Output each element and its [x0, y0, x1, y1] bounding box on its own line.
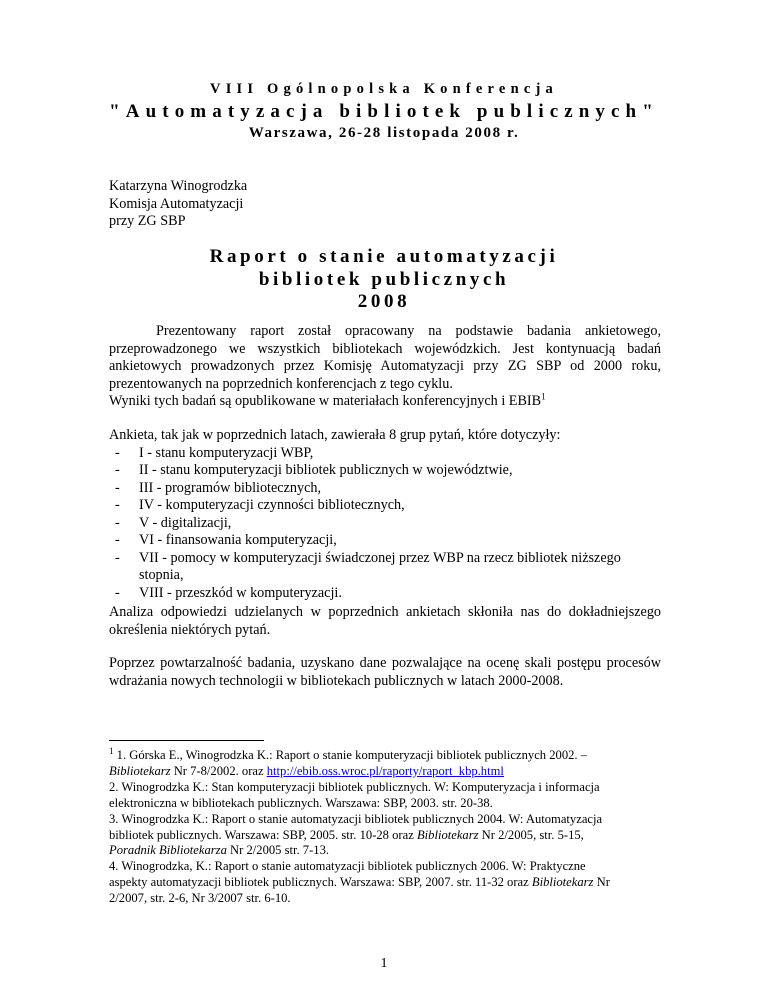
- list-item: - II - stanu komputeryzacji bibliotek publicznych w województwie,: [115, 462, 513, 478]
- report-title-line-1: Raport o stanie automatyzacji: [209, 246, 559, 267]
- footnote-line: bibliotek publicznych. Warszawa: SBP, 2005. str. 10-28 oraz Bibliotekarz Nr 2/2005, str. 5-15,: [109, 827, 584, 842]
- list-item: - VII - pomocy w komputeryzacji świadczonej przez WBP na rzecz bibliotek niższego stopnia,: [115, 549, 621, 583]
- footnote-marker: 1: [109, 745, 114, 756]
- footnote-line: elektroniczna w bibliotekach publicznych. Warszawa: SBP, 2003. str. 20-38.: [109, 795, 493, 810]
- analysis-line: określenia niektórych pytań.: [109, 621, 271, 638]
- survey-lead: Ankieta, tak jak w poprzednich latach, zawierała 8 grup pytań, które dotyczyły:: [109, 427, 561, 443]
- list-item: - I - stanu komputeryzacji WBP,: [115, 444, 314, 461]
- footnote-line: $^1$ 1. Górska E., Winogrodzka K.: Raport o stanie komputeryzacji bibliotek publicznych 2002. –: [109, 745, 588, 762]
- footnote-separator: [109, 740, 264, 741]
- list-item: - V - digitalizacji,: [115, 514, 232, 531]
- list-item: - VIII - przeszkód w komputeryzacji.: [115, 584, 342, 601]
- conference-place-date: Warszawa, 26-28 listopada 2008 r.: [248, 125, 520, 141]
- page-number: 1: [380, 956, 388, 971]
- survey-question-list: [109, 445, 661, 603]
- dash-bullet: -: [115, 462, 120, 478]
- footnote-line: 3. Winogrodzka K.: Raport o stanie automatyzacji bibliotek publicznych 2004. W: Automatyzacja: [109, 811, 603, 826]
- author-block: [109, 178, 247, 231]
- report-title-year: 2008: [357, 291, 411, 312]
- intro-line: ankietowych prowadzonych przez Komisję Automatyzacji przy ZG SBP od 2000 roku,: [109, 358, 661, 374]
- dash-bullet: -: [115, 532, 120, 548]
- list-item-continuation: stopnia,: [139, 567, 184, 583]
- report-title-line-2: bibliotek publicznych: [258, 268, 510, 290]
- footnote-ref: 1: [541, 391, 546, 402]
- footnote-line: Poradnik Bibliotekarza Nr 2/2005 str. 7-13.: [109, 843, 330, 858]
- conference-name: VIII Ogólnopolska Konferencja: [210, 81, 558, 97]
- intro-paragraph: [109, 323, 661, 411]
- intro-line: [109, 393, 661, 411]
- repeat-line: wdrażania nowych technologii w bibliotekach publicznych w latach 2000-2008.: [109, 672, 564, 689]
- list-item: - VI - finansowania komputeryzacji,: [115, 532, 337, 548]
- footnote-line: 4. Winogrodzka, K.: Raport o stanie automatyzacji bibliotek publicznych 2006. W: Praktyczne: [109, 859, 586, 874]
- list-item: - IV - komputeryzacji czynności bibliotecznych,: [115, 497, 405, 513]
- dash-bullet: -: [115, 497, 120, 513]
- dash-bullet: -: [115, 444, 120, 461]
- analysis-paragraph: [109, 604, 661, 639]
- dash-bullet: -: [115, 479, 120, 496]
- report-title: [0, 246, 768, 314]
- footnote-line: Bibliotekarz Nr 7-8/2002. oraz http://ebib.oss.wroc.pl/raporty/raport_kbp.html: [109, 763, 504, 778]
- intro-line: Prezentowany raport został opracowany na podstawie badania ankietowego,: [156, 323, 661, 339]
- dash-bullet: -: [115, 584, 120, 601]
- footnotes: [109, 745, 669, 907]
- author-organization: przy ZG SBP: [109, 213, 186, 229]
- survey-section: [109, 427, 661, 602]
- intro-line-text: Wyniki tych badań są opublikowane w materiałach konferencyjnych i EBIB: [109, 393, 542, 409]
- intro-line: przeprowadzonego we wszystkich bibliotekach wojewódzkich. Jest kontynuacją badań: [109, 340, 661, 357]
- repeat-line: Poprzez powtarzalność badania, uzyskano dane pozwalające na ocenę skali postępu procesów: [109, 655, 661, 671]
- footnote-line: 2. Winogrodzka K.: Stan komputeryzacji bibliotek publicznych. W: Komputeryzacja i informacja: [109, 779, 600, 794]
- analysis-line: Analiza odpowiedzi udzielanych w poprzednich ankietach skłoniła nas do dokładniejszego: [109, 604, 661, 620]
- footnote-line: aspekty automatyzacji bibliotek publicznych. Warszawa: SBP, 2007. str. 11-32 oraz Bibliotekarz Nr: [109, 875, 610, 890]
- author-name: Katarzyna Winogrodzka: [109, 178, 248, 194]
- author-unit: Komisja Automatyzacji: [109, 195, 244, 212]
- ebib-report-link[interactable]: http://ebib.oss.wroc.pl/raporty/raport_kbp.html: [266, 763, 504, 778]
- conference-title: "Automatyzacja bibliotek publicznych": [109, 101, 659, 122]
- dash-bullet: -: [115, 514, 120, 531]
- dash-bullet: -: [115, 549, 120, 566]
- footnote-line: 2/2007, str. 2-6, Nr 3/2007 str. 6-10.: [109, 891, 291, 906]
- list-item: - III - programów bibliotecznych,: [115, 479, 322, 496]
- intro-line: prezentowanych na poprzednich konferencjach z tego cyklu.: [109, 375, 453, 392]
- repeat-paragraph: [109, 655, 661, 690]
